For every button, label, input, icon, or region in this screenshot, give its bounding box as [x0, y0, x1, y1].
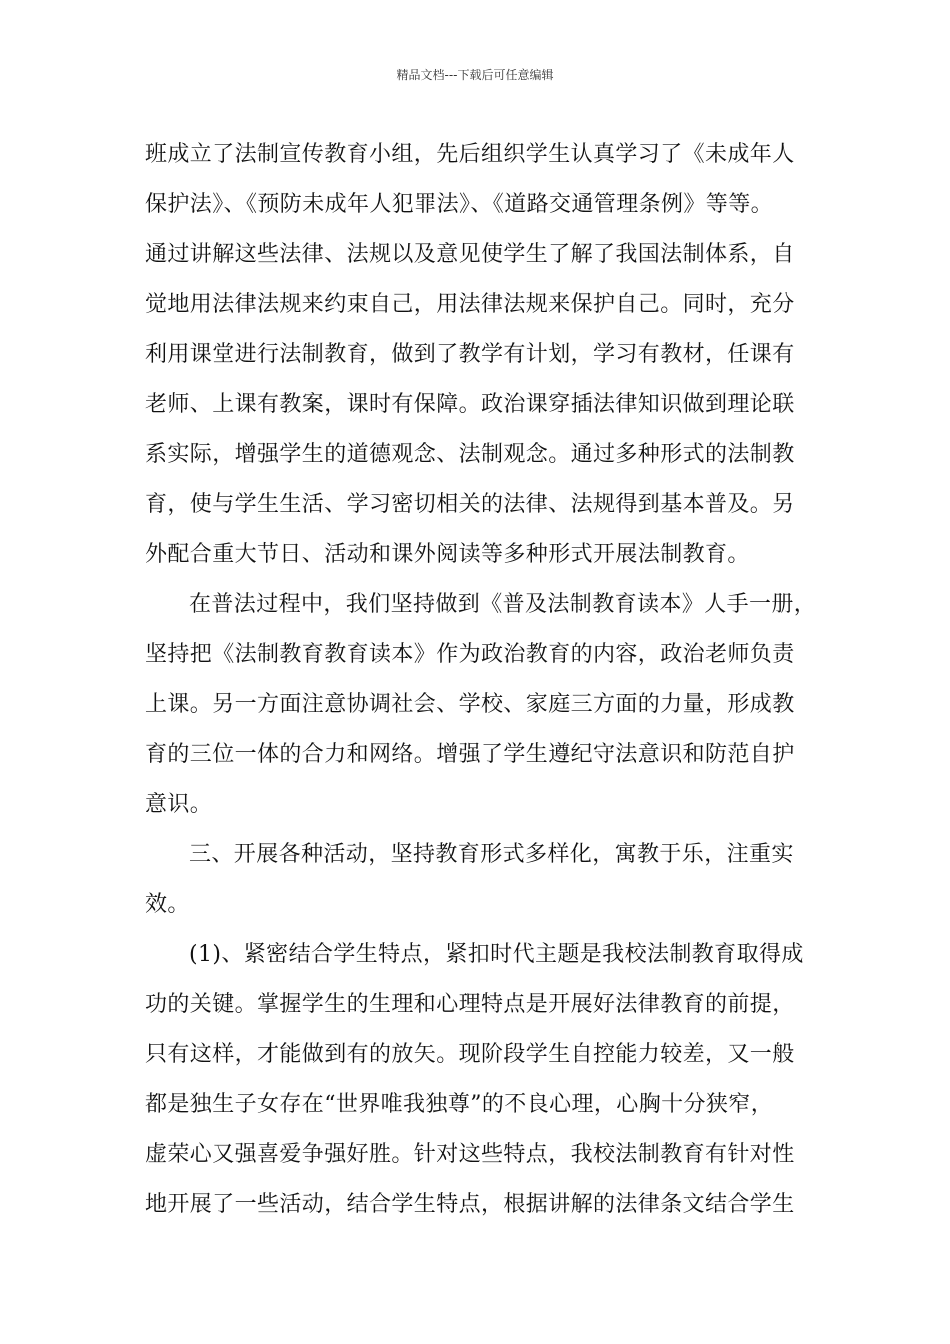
- text-line: 都是独生子女存在“世界唯我独尊”的不良心理，心胸十分狭窄，: [145, 1092, 774, 1117]
- text-line: 老师、上课有教案，课时有保障。政治课穿插法律知识做到理论联: [145, 392, 795, 417]
- text-line: 效。: [145, 892, 190, 917]
- text-line: 觉地用法律法规来约束自己，用法律法规来保护自己。同时，充分: [145, 292, 795, 317]
- page-header: 精品文档---下载后可任意编辑: [396, 68, 554, 82]
- text-line: 育，使与学生生活、学习密切相关的法律、法规得到基本普及。另: [145, 492, 795, 517]
- text-line: 三、开展各种活动，坚持教育形式多样化，寓教于乐，注重实: [189, 842, 794, 867]
- text-line: (1)、紧密结合学生特点，紧扣时代主题是我校法制教育取得成: [189, 942, 804, 967]
- text-line: 系实际，增强学生的道德观念、法制观念。通过多种形式的法制教: [145, 442, 795, 467]
- text-line: 通过讲解这些法律、法规以及意见使学生了解了我国法制体系，自: [145, 242, 795, 267]
- text-line: 外配合重大节日、活动和课外阅读等多种形式开展法制教育。: [145, 542, 750, 567]
- text-line: 坚持把《法制教育教育读本》作为政治教育的内容，政治老师负责: [145, 642, 795, 667]
- text-line: 功的关键。掌握学生的生理和心理特点是开展好法律教育的前提，: [145, 992, 795, 1017]
- document-body: [145, 130, 817, 1230]
- text-line: 地开展了一些活动，结合学生特点，根据讲解的法律条文结合学生: [145, 1192, 795, 1217]
- text-line: 在普法过程中，我们坚持做到《普及法制教育读本》人手一册，: [189, 592, 817, 617]
- text-line: 利用课堂进行法制教育，做到了教学有计划，学习有教材，任课有: [145, 342, 795, 367]
- text-line: 只有这样，才能做到有的放矢。现阶段学生自控能力较差，又一般: [145, 1042, 795, 1067]
- text-line: 班成立了法制宣传教育小组，先后组织学生认真学习了《未成年人: [145, 142, 795, 167]
- text-line: 育的三位一体的合力和网络。增强了学生遵纪守法意识和防范自护: [145, 742, 795, 767]
- text-line: 上课。另一方面注意协调社会、学校、家庭三方面的力量，形成教: [145, 692, 795, 717]
- text-line: 意识。: [145, 792, 213, 817]
- text-line: 保护法》、《预防未成年人犯罪法》、《道路交通管理条例》等等。: [145, 192, 774, 217]
- text-line: 虚荣心又强喜爱争强好胜。针对这些特点，我校法制教育有针对性: [145, 1142, 795, 1167]
